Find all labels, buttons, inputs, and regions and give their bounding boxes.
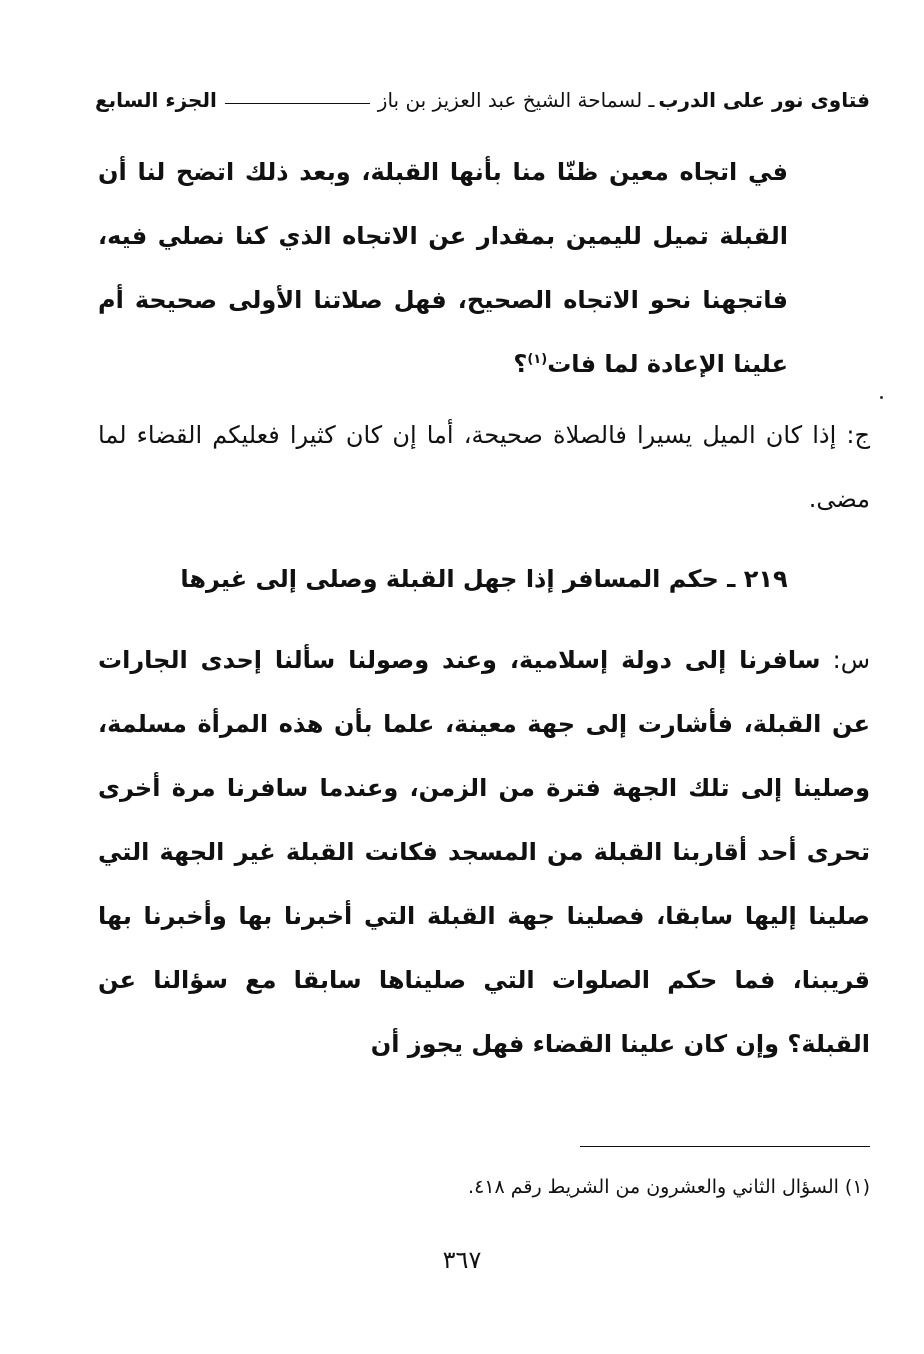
footnote-reference: (١)	[527, 352, 548, 367]
header-book-title: فتاوى نور على الدرب	[658, 88, 870, 112]
question-2-text: سافرنا إلى دولة إسلامية، وعند وصولنا سألنا إحدى الجارات عن القبلة، فأشارت إلى جهة معينة، علما بأن هذه المرأة مسلمة، وصلينا إلى تلك الجهة فترة من الزمن، وعندما سافرنا مرة أخرى تحرى أحد أقاربنا القبلة من المسجد فكانت القبلة غير الجهة التي صلينا إليها سابقا، فصلينا جهة القبلة التي أخبرنا بها وأخبرنا بها قريبنا، فما حكم الصلوات التي صليناها سابقا مع سؤالنا عن القبلة؟ وإن كان علينا القضاء فهل يجوز أن	[98, 646, 870, 1058]
answer-paragraph	[98, 403, 870, 531]
scan-speck	[880, 396, 883, 399]
running-header	[95, 80, 870, 120]
header-author: ـ لسماحة الشيخ عبد العزيز بن باز	[377, 88, 655, 112]
answer-text: إذا كان الميل يسيرا فالصلاة صحيحة، أما إن كان كثيرا فعليكم القضاء لما مضى.	[98, 421, 870, 513]
question-1-end-mark: ؟	[513, 350, 528, 378]
section-heading: ٢١٩ ـ حكم المسافر إذا جهل القبلة وصلى إلى غيرها	[180, 565, 788, 593]
footnote: (١) السؤال الثاني والعشرون من الشريط رقم ٤١٨.	[468, 1176, 870, 1198]
page-number: ٣٦٧	[442, 1246, 482, 1274]
header-rule	[225, 103, 370, 104]
question-label: س:	[832, 646, 870, 674]
question-continuation	[98, 140, 788, 396]
answer-label: ج:	[846, 421, 870, 449]
question-1-text: في اتجاه معين ظنّا منا بأنها القبلة، وبعد ذلك اتضح لنا أن القبلة تميل لليمين بمقدار عن الاتجاه الذي كنا نصلي فيه، فاتجهنا نحو الاتجاه الصحيح، فهل صلاتنا الأولى صحيحة أم علينا الإعادة لما فات	[98, 158, 788, 378]
question-paragraph	[98, 628, 870, 1076]
footnote-rule	[580, 1146, 870, 1147]
header-volume: الجزء السابع	[95, 88, 217, 112]
